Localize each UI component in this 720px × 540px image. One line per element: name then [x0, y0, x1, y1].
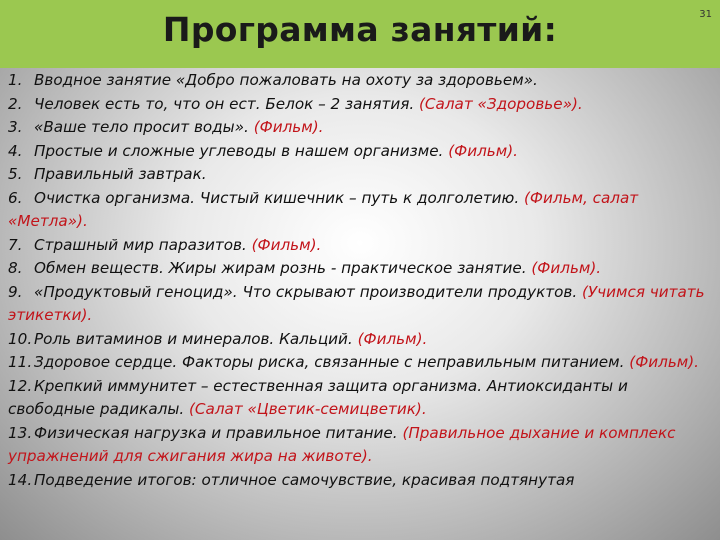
- list-item: [8, 257, 714, 281]
- list-item: [8, 93, 714, 117]
- list-item: [8, 328, 714, 352]
- item-note: (Правильное дыхание и комплекс упражнений для сжигания жира на животе).: [8, 423, 676, 465]
- lesson-list: [8, 69, 714, 492]
- item-note: (Салат «Цветик-семицветик).: [189, 400, 427, 418]
- item-number: 13.: [8, 423, 33, 442]
- list-item: [8, 375, 714, 422]
- item-text: Человек есть то, что он ест. Белок – 2 занятия.: [34, 94, 419, 113]
- item-text: Вводное занятие «Добро пожаловать на охоту за здоровьем».: [34, 71, 538, 89]
- item-text: Здоровое сердце. Факторы риска, связанные с неправильным питанием.: [34, 353, 630, 371]
- item-number: 4.: [8, 141, 23, 160]
- list-item: [8, 469, 714, 493]
- list-item: [8, 234, 714, 258]
- item-number: 11.: [8, 353, 33, 371]
- item-number: 8.: [8, 259, 23, 277]
- list-item: [8, 351, 714, 375]
- item-number: 14.: [8, 470, 33, 489]
- item-note: (Фильм).: [251, 235, 322, 254]
- item-note: (Фильм).: [357, 329, 428, 348]
- item-number: 9.: [8, 282, 23, 301]
- list-item: [8, 116, 714, 140]
- item-text: «Продуктовый геноцид». Что скрывают производители продуктов.: [34, 282, 582, 301]
- list-item: [8, 69, 714, 93]
- item-note: (Фильм).: [531, 259, 602, 277]
- item-number: 5.: [8, 165, 23, 183]
- item-number: 3.: [8, 118, 23, 136]
- title-bar: [0, 0, 720, 68]
- list-item: [8, 163, 714, 187]
- item-text: Страшный мир паразитов.: [34, 235, 252, 254]
- item-text: Подведение итогов: отличное самочувствие, красивая подтянутая: [34, 470, 575, 489]
- item-number: 6.: [8, 188, 23, 207]
- item-text: Очистка организма. Чистый кишечник – путь к долголетию.: [34, 188, 524, 207]
- item-text: Обмен веществ. Жиры жирам рознь - практическое занятие.: [34, 259, 532, 277]
- item-text: Крепкий иммунитет – естественная защита организма. Антиоксиданты и свободные радикалы.: [8, 376, 628, 418]
- item-number: 2.: [8, 94, 23, 113]
- list-item: [8, 422, 714, 469]
- item-number: 12.: [8, 376, 33, 395]
- list-item: [8, 187, 714, 234]
- item-note: (Фильм).: [629, 353, 700, 371]
- item-text: Простые и сложные углеводы в нашем организме.: [34, 141, 449, 160]
- page-number: 31: [699, 9, 712, 20]
- item-number: 1.: [8, 71, 23, 89]
- item-text: Роль витаминов и минералов. Кальций.: [34, 329, 358, 348]
- item-number: 7.: [8, 235, 23, 254]
- list-item: [8, 281, 714, 328]
- item-text: Правильный завтрак.: [34, 165, 207, 183]
- item-note: (Фильм, салат «Метла»).: [8, 188, 639, 230]
- item-note: (Учимся читать этикетки).: [8, 282, 705, 324]
- list-item: [8, 140, 714, 164]
- item-text: «Ваше тело просит воды».: [34, 118, 254, 136]
- slide-title: Программа занятий:: [162, 10, 558, 49]
- item-note: (Фильм).: [448, 141, 518, 160]
- item-note: (Фильм).: [253, 118, 324, 136]
- item-note: (Салат «Здоровье»).: [418, 94, 583, 113]
- item-number: 10.: [8, 329, 33, 348]
- item-text: Физическая нагрузка и правильное питание.: [34, 423, 403, 442]
